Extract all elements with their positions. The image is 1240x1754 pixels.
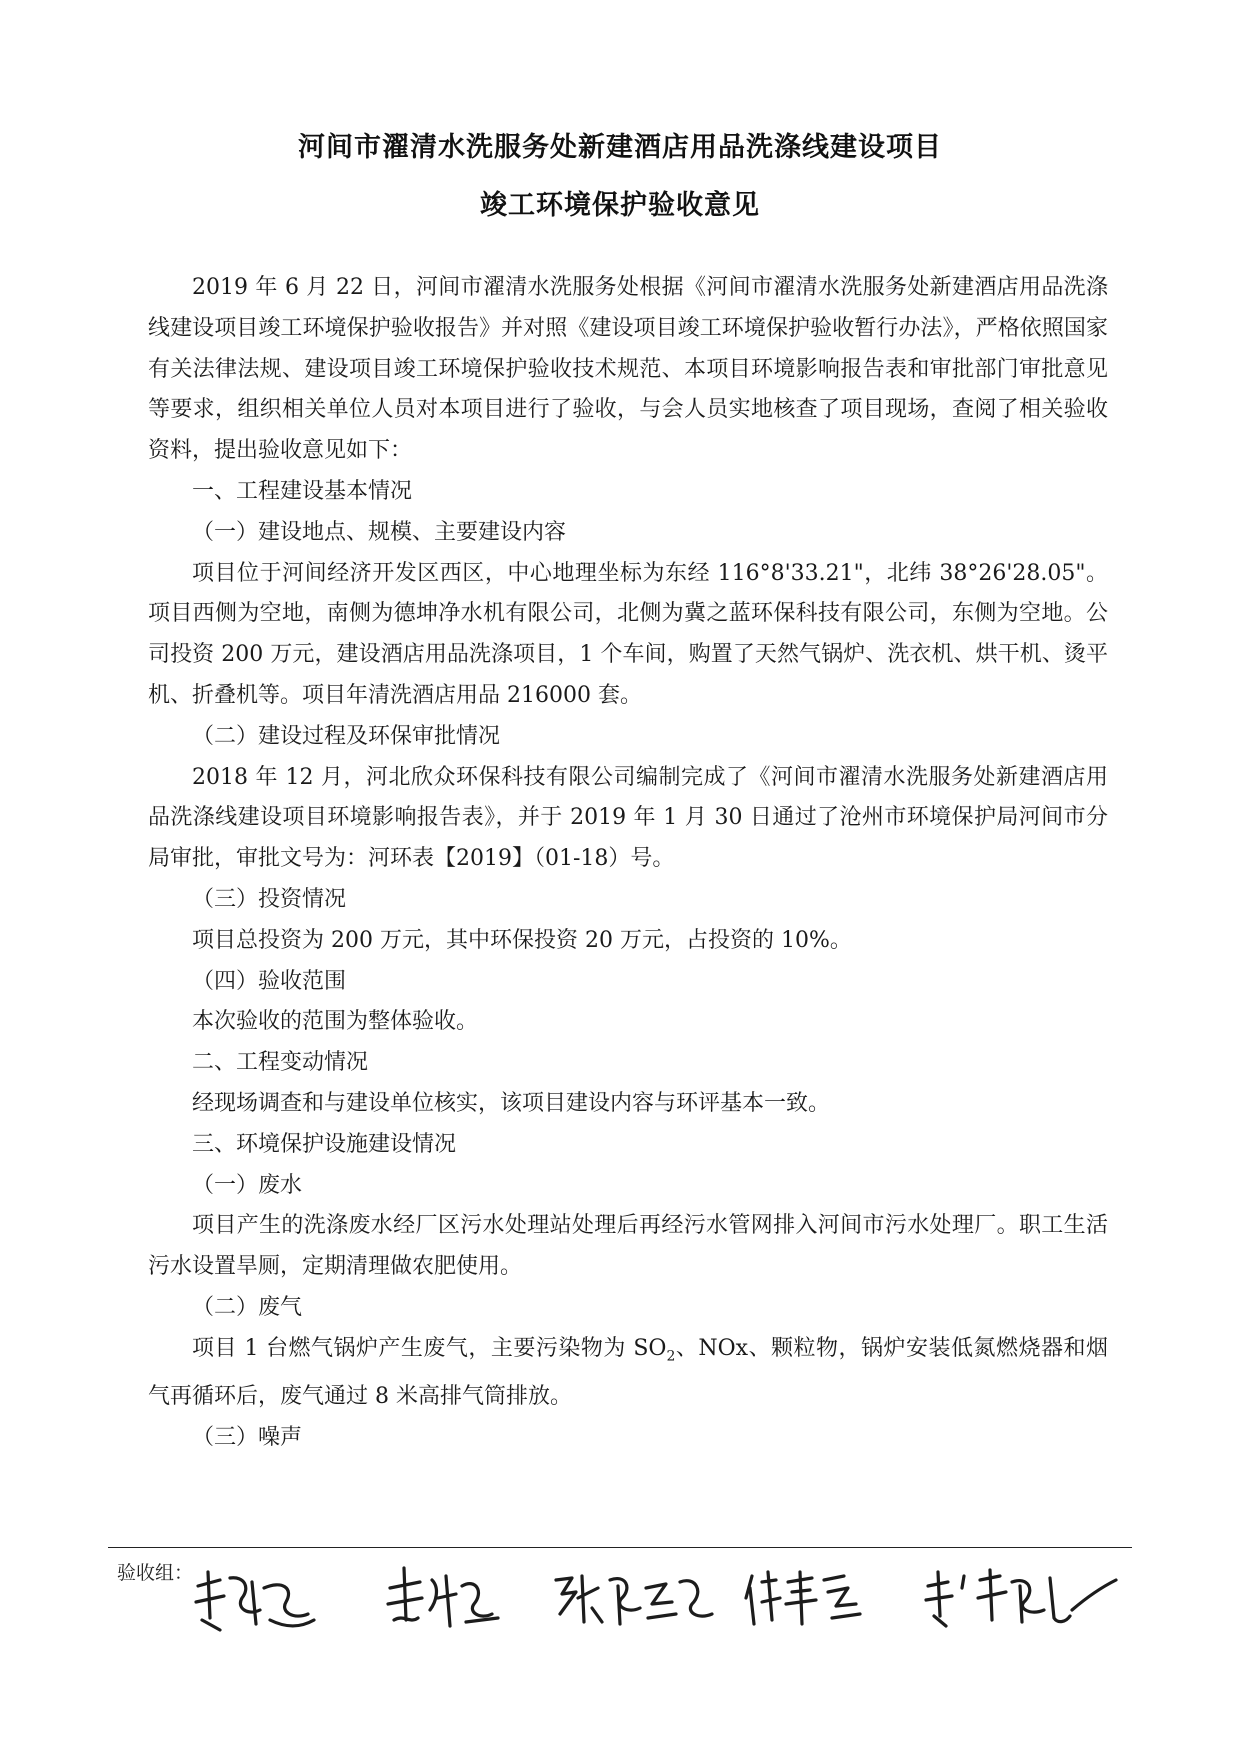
footer-divider [108,1547,1132,1548]
section-1-sub-4-heading: （四）验收范围 [192,968,347,994]
signature-2 [380,1558,510,1638]
signature-3 [548,1558,718,1638]
signature-row [180,1558,1140,1648]
section-3-sub-2-heading: （二）废气 [192,1294,303,1320]
signature-1 [190,1558,320,1638]
acceptance-group-label: 验收组： [117,1562,194,1584]
section-1-heading: 一、工程建设基本情况 [192,478,413,504]
section-2-text: 经现场调查和与建设单位核实，该项目建设内容与环评基本一致。 [192,1090,831,1116]
intro-paragraph: 2019 年 6 月 22 日，河间市濯清水洗服务处根据《河间市濯清水洗服务处新建酒店用品洗涤线建设项目竣工环境保护验收报告》并对照《建设项目竣工环境保护验收暂行办法》，严格依照国家有关法律法规、建设项目竣工环境保护验收技术规范、本项目环境影响报告表和审批部门审批意见等要求，组织相关单位人员对本项目进行了验收，与会人员实地核查了项目现场，查阅了相关验收资料，提出验收意见如下： [148,275,1108,464]
section-1-sub-3-heading: （三）投资情况 [192,886,347,912]
section-1-sub-1-heading: （一）建设地点、规模、主要建设内容 [192,519,567,545]
section-3-heading: 三、环境保护设施建设情况 [192,1131,457,1157]
section-3-sub-3-heading: （三）噪声 [192,1424,303,1450]
signature-5 [920,1558,1120,1638]
section-2-heading: 二、工程变动情况 [192,1050,369,1076]
section-3-sub-2-text-b: 、NOx、颗粒物，锅炉安装低氮燃烧器和烟气再循环后，废气通过 8 米高排气筒排放。 [148,1335,1108,1409]
section-1-sub-2-heading: （二）建设过程及环保审批情况 [192,723,501,749]
section-3-sub-2-text [148,1329,1108,1418]
so2-subscript: 2 [666,1348,676,1365]
section-1-sub-3-text: 项目总投资为 200 万元，其中环保投资 20 万元，占投资的 10%。 [192,927,852,953]
section-3-sub-1-text: 项目产生的洗涤废水经厂区污水处理站处理后再经污水管网排入河间市污水处理厂。职工生活污水设置旱厕，定期清理做农肥使用。 [148,1213,1108,1280]
section-1-sub-2-text: 2018 年 12 月，河北欣众环保科技有限公司编制完成了《河间市濯清水洗服务处新建酒店用品洗涤线建设项目环境影响报告表》，并于 2019 年 1 月 30 日通过了沧州市环境保护局河间市分局审批，审批文号为：河环表【2019】（01-18）号。 [148,764,1108,872]
section-1-sub-4-text: 本次验收的范围为整体验收。 [192,1009,479,1035]
signature-4 [740,1558,870,1638]
document-title-line-2: 竣工环境保护验收意见 [480,190,760,221]
section-3-sub-2-text-a: 项目 1 台燃气锅炉产生废气，主要污染物为 SO [192,1335,667,1361]
document-body [148,268,1108,1459]
section-1-sub-1-text: 项目位于河间经济开发区西区，中心地理坐标为东经 116°8'33.21"，北纬 38°26'28.05"。项目西侧为空地，南侧为德坤净水机有限公司，北侧为冀之蓝环保科技有限公司，东侧为空地。公司投资 200 万元，建设酒店用品洗涤项目，1 个车间，购置了天然气锅炉、洗衣机、烘干机、烫平机、折叠机等。项目年清洗酒店用品 216000 套。 [148,560,1108,708]
section-3-sub-1-heading: （一）废水 [192,1172,303,1198]
document-title-line-1: 河间市濯清水洗服务处新建酒店用品洗涤线建设项目 [298,132,942,163]
